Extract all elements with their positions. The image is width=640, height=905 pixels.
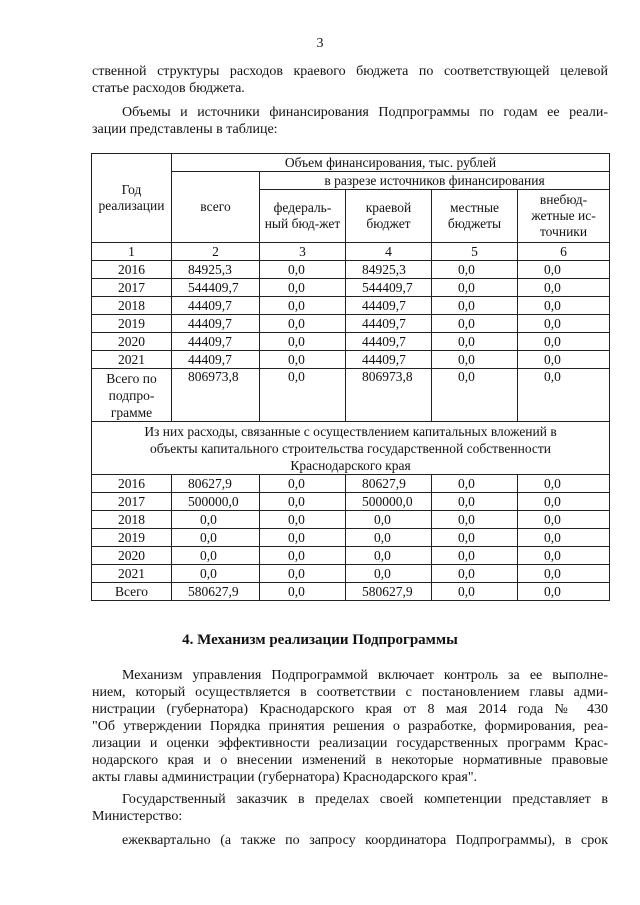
year-cell: 2021 (92, 565, 172, 583)
col-local-header: местные бюджеты (432, 190, 518, 243)
col-extra-header: внебюд-жетные ис-точники (518, 190, 610, 243)
table-total-row (92, 583, 610, 601)
year-cell: 2018 (92, 297, 172, 315)
table-row (92, 351, 610, 369)
intro-line: статье расходов бюджета. (92, 81, 245, 96)
extra-cell: 0,0 (518, 529, 610, 547)
extra-cell: 0,0 (518, 279, 610, 297)
federal-cell: 0,0 (260, 583, 346, 601)
local-cell: 0,0 (432, 547, 518, 565)
volume-line: Объемы и источники финансирования Подпрограммы по годам ее реали- (122, 105, 608, 120)
extra-cell: 0,0 (518, 547, 610, 565)
table-row (92, 297, 610, 315)
regional-cell: 80627,9 (346, 475, 432, 493)
regional-cell: 580627,9 (346, 583, 432, 601)
local-cell: 0,0 (432, 583, 518, 601)
total-cell: 44409,7 (172, 351, 260, 369)
extra-cell: 0,0 (518, 351, 610, 369)
local-cell: 0,0 (432, 297, 518, 315)
section-heading: 4. Механизм реализации Подпрограммы (182, 632, 458, 648)
mechanism-line: Механизм управления Подпрограммой включает контроль за ее выполне- (122, 668, 608, 683)
col-regional-header: краевой бюджет (346, 190, 432, 243)
total-cell: 806973,8 (172, 369, 260, 422)
table-row (92, 315, 610, 333)
year-cell: 2018 (92, 511, 172, 529)
year-cell: 2017 (92, 279, 172, 297)
regional-cell: 806973,8 (346, 369, 432, 422)
column-number: 4 (346, 243, 432, 261)
year-cell: 2019 (92, 315, 172, 333)
quarterly-paragraph (92, 832, 608, 849)
mechanism-line: нодарского края и о внесении изменений в некоторые нормативные правовые (92, 753, 608, 768)
total-cell: 0,0 (172, 529, 260, 547)
local-cell: 0,0 (432, 315, 518, 333)
year-cell: 2021 (92, 351, 172, 369)
capital-header-row (92, 422, 610, 475)
sub-group-header: в разрезе источников финансирования (260, 172, 610, 190)
regional-cell: 0,0 (346, 547, 432, 565)
intro-paragraph (92, 63, 608, 97)
table-row (92, 529, 610, 547)
extra-cell: 0,0 (518, 493, 610, 511)
local-cell: 0,0 (432, 279, 518, 297)
federal-cell: 0,0 (260, 315, 346, 333)
page-number: 3 (316, 36, 324, 51)
mechanism-paragraph (92, 667, 608, 786)
mechanism-line: лизации и оценки эффективности реализации государственных программ Крас- (92, 736, 608, 751)
federal-cell: 0,0 (260, 565, 346, 583)
total-label-cell: Всего (92, 583, 172, 601)
local-cell: 0,0 (432, 511, 518, 529)
extra-cell: 0,0 (518, 475, 610, 493)
total-cell: 0,0 (172, 547, 260, 565)
total-cell: 84925,3 (172, 261, 260, 279)
col-year-header: Год реализации (92, 154, 172, 243)
regional-cell: 544409,7 (346, 279, 432, 297)
extra-cell: 0,0 (518, 369, 610, 422)
total-cell: 500000,0 (172, 493, 260, 511)
extra-cell: 0,0 (518, 261, 610, 279)
local-cell: 0,0 (432, 493, 518, 511)
mechanism-line: акты главы администрации (губернатора) Краснодарского края". (92, 770, 478, 785)
volume-paragraph (92, 104, 608, 138)
table-header-row (92, 154, 610, 172)
regional-cell: 84925,3 (346, 261, 432, 279)
federal-cell: 0,0 (260, 511, 346, 529)
local-cell: 0,0 (432, 351, 518, 369)
year-cell: 2019 (92, 529, 172, 547)
total-cell: 0,0 (172, 511, 260, 529)
local-cell: 0,0 (432, 333, 518, 351)
total-label-cell: Всего по подпро-грамме (92, 369, 172, 422)
table-row (92, 565, 610, 583)
table-row (92, 547, 610, 565)
federal-cell: 0,0 (260, 261, 346, 279)
table-row (92, 261, 610, 279)
year-cell: 2016 (92, 261, 172, 279)
extra-cell: 0,0 (518, 333, 610, 351)
financing-table (91, 153, 610, 601)
total-cell: 44409,7 (172, 297, 260, 315)
year-cell: 2017 (92, 493, 172, 511)
table-row (92, 511, 610, 529)
regional-cell: 44409,7 (346, 297, 432, 315)
extra-cell: 0,0 (518, 565, 610, 583)
quarterly-line: ежеквартально (а также по запросу координатора Подпрограммы), в срок (122, 833, 608, 848)
table-row (92, 475, 610, 493)
regional-cell: 0,0 (346, 565, 432, 583)
column-number: 2 (172, 243, 260, 261)
extra-cell: 0,0 (518, 583, 610, 601)
col-total-header: всего (172, 172, 260, 243)
total-cell: 544409,7 (172, 279, 260, 297)
extra-cell: 0,0 (518, 297, 610, 315)
mechanism-line: "Об утверждении Порядка принятия решения о разработке, формирования, реа- (92, 719, 608, 734)
mechanism-line: нистрации (губернатора) Краснодарского края от 8 мая 2014 года № 430 (92, 702, 608, 717)
col-federal-header: федераль-ный бюд-жет (260, 190, 346, 243)
table-row (92, 333, 610, 351)
customer-line: Министерство: (92, 809, 183, 824)
federal-cell: 0,0 (260, 493, 346, 511)
total-cell: 580627,9 (172, 583, 260, 601)
year-cell: 2020 (92, 547, 172, 565)
column-number: 1 (92, 243, 172, 261)
local-cell: 0,0 (432, 369, 518, 422)
federal-cell: 0,0 (260, 333, 346, 351)
regional-cell: 44409,7 (346, 315, 432, 333)
group-header: Объем финансирования, тыс. рублей (172, 154, 610, 172)
extra-cell: 0,0 (518, 315, 610, 333)
federal-cell: 0,0 (260, 297, 346, 315)
total-cell: 44409,7 (172, 315, 260, 333)
federal-cell: 0,0 (260, 529, 346, 547)
column-number: 3 (260, 243, 346, 261)
local-cell: 0,0 (432, 261, 518, 279)
local-cell: 0,0 (432, 565, 518, 583)
column-number: 5 (432, 243, 518, 261)
year-cell: 2016 (92, 475, 172, 493)
capital-header: Из них расходы, связанные с осуществлением капитальных вложений в объекты капитального строительства государственной собственности Краснодарского края (92, 422, 610, 475)
regional-cell: 44409,7 (346, 333, 432, 351)
total-cell: 80627,9 (172, 475, 260, 493)
table-total-row (92, 369, 610, 422)
year-cell: 2020 (92, 333, 172, 351)
regional-cell: 0,0 (346, 511, 432, 529)
column-number: 6 (518, 243, 610, 261)
federal-cell: 0,0 (260, 351, 346, 369)
extra-cell: 0,0 (518, 511, 610, 529)
regional-cell: 500000,0 (346, 493, 432, 511)
table-row (92, 279, 610, 297)
total-cell: 44409,7 (172, 333, 260, 351)
volume-line: зации представлены в таблице: (92, 122, 278, 137)
total-cell: 0,0 (172, 565, 260, 583)
local-cell: 0,0 (432, 529, 518, 547)
federal-cell: 0,0 (260, 475, 346, 493)
local-cell: 0,0 (432, 475, 518, 493)
customer-paragraph (92, 791, 608, 825)
mechanism-line: нием, который осуществляется в соответствии с постановлением главы адми- (92, 685, 608, 700)
customer-line: Государственный заказчик в пределах своей компетенции представляет в (122, 792, 608, 807)
federal-cell: 0,0 (260, 547, 346, 565)
intro-line: ственной структуры расходов краевого бюджета по соответствующей целевой (92, 64, 608, 79)
table-row (92, 493, 610, 511)
regional-cell: 0,0 (346, 529, 432, 547)
regional-cell: 44409,7 (346, 351, 432, 369)
column-numbers-row (92, 243, 610, 261)
federal-cell: 0,0 (260, 369, 346, 422)
federal-cell: 0,0 (260, 279, 346, 297)
